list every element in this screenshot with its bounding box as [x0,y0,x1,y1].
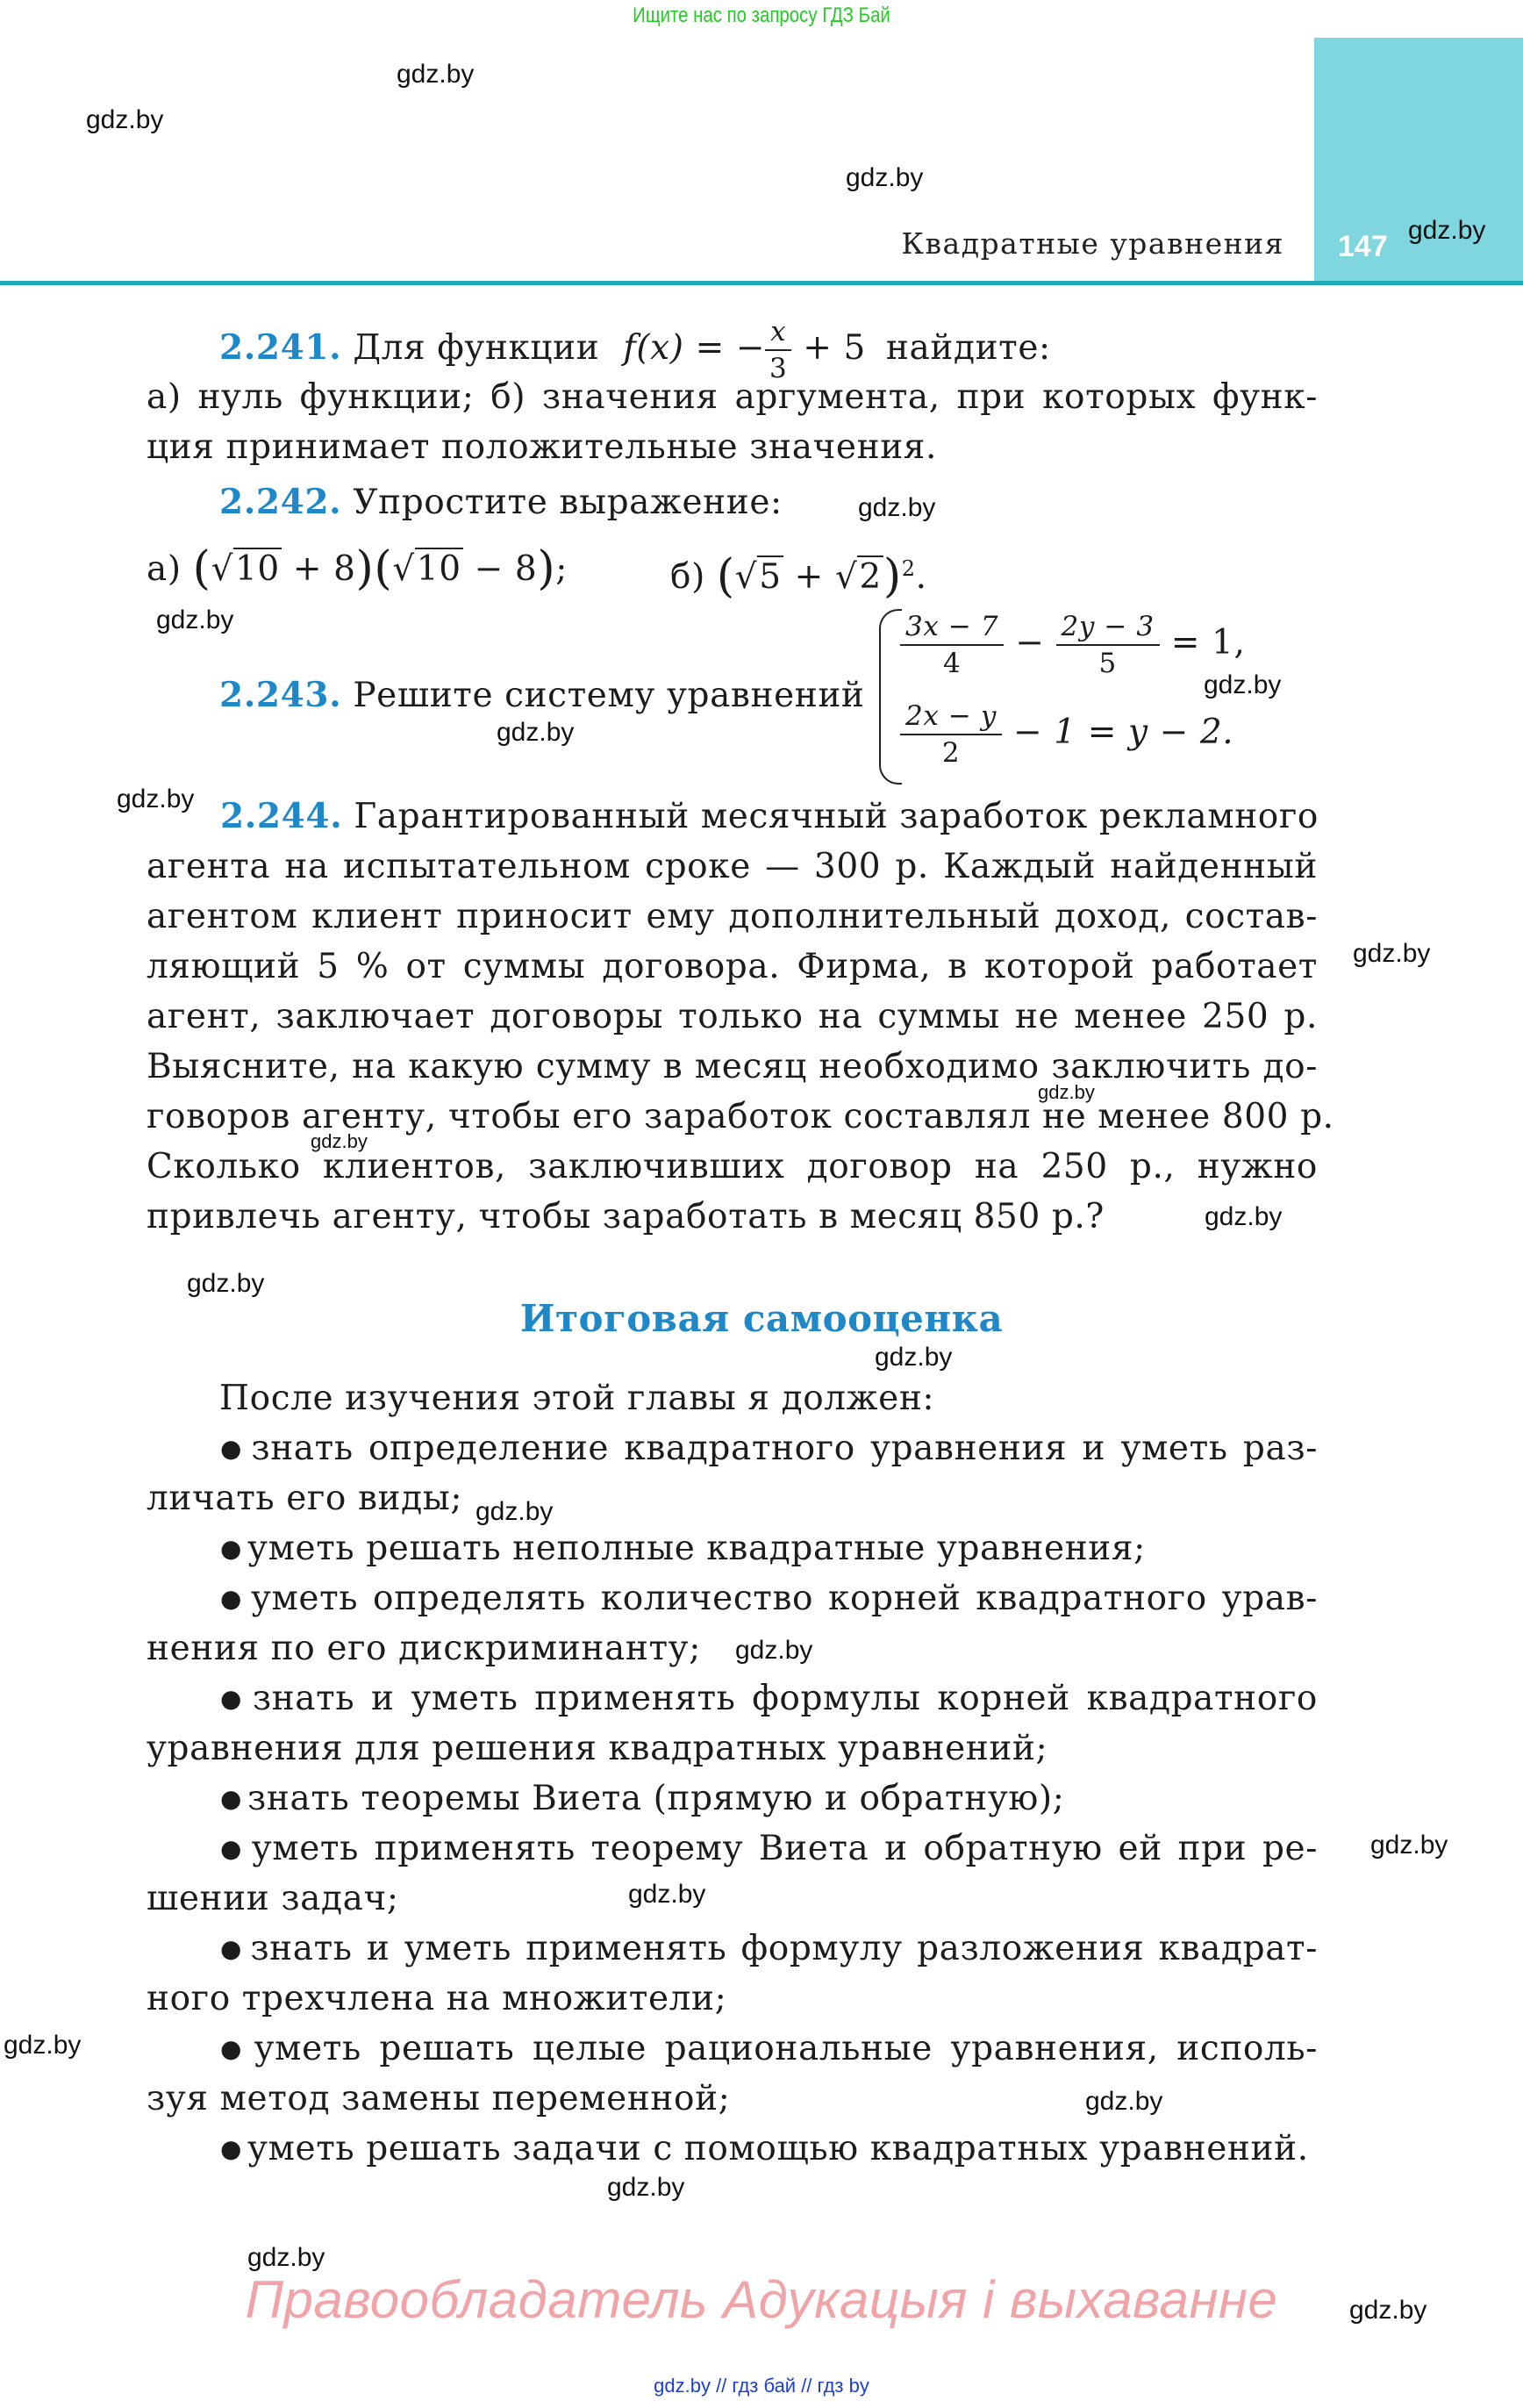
item-text: нения по его дискриминанту; [147,1629,701,1668]
page-number: 147 [1338,230,1388,263]
equation-rhs: = 1, [1170,623,1246,663]
watermark: gdz.by [156,606,234,634]
problem-2-244 [147,792,1334,1242]
list-item [147,1774,1318,1824]
problem-number: 2.241. [219,327,342,368]
watermark: gdz.by [607,2173,685,2202]
watermark: gdz.by [846,163,924,192]
problem-text: Для функции [353,328,600,368]
numerator: x [765,314,791,351]
watermark: gdz.by [1038,1081,1095,1103]
watermark: gdz.by [1205,1202,1283,1231]
punct: ; [555,549,568,589]
watermark: gdz.by [1349,2296,1427,2325]
system-equation-2 [900,699,1233,770]
line-text: привлечь агенту, чтобы заработать в месяц 850 р.? [147,1197,1105,1236]
item-text: ● знать и уметь применять формулу разложения квадрат- [220,1924,1318,1974]
radicand: 2 [859,557,882,597]
section-title: Итоговая самооценка [519,1297,1004,1340]
problem-text: Упростите выражение: [353,483,783,522]
watermark: gdz.by [117,785,195,813]
problem-number: 2.243. [219,675,342,715]
watermark: gdz.by [86,105,164,134]
item-text: ● знать определение квадратного уравнения и уметь раз- [220,1423,1318,1473]
line-text: агент, заключает договоры только на суммы не менее 250 р. [147,997,1318,1036]
expr-term: − 8 [474,549,538,589]
watermark: gdz.by [1085,2087,1163,2116]
watermark: gdz.by [735,1636,813,1665]
denominator: 3 [769,353,788,384]
numerator: 2y − 3 [1056,609,1160,646]
list-item [147,2024,1318,2074]
list-item [147,1824,1318,1874]
item-text: ● уметь решать целые рациональные уравнения, исполь- [220,2024,1318,2074]
problem-2-241-line3: ция принимает положительные значения. [147,427,937,467]
paragraph-line [147,992,1318,1042]
problem-number: 2.242. [219,482,342,522]
numerator: 2x − y [900,699,1002,735]
item-text: зуя метод замены переменной; [147,2079,731,2118]
paren: )( [355,542,393,595]
item-text: личать его виды; [147,1479,463,1518]
problem-2-241-line2 [147,372,1318,422]
denominator: 2 [941,737,961,769]
paren: ) [537,542,556,595]
list-item-continuation [147,1974,1318,2024]
problem-2-243 [219,670,865,720]
item-text: уравнения для решения квадратных уравнений; [147,1729,1048,1768]
item-text: ● знать теоремы Виета (прямую и обратную); [220,1779,1064,1818]
list-item-continuation [147,1724,1318,1774]
system-equation-1 [900,609,1245,681]
watermark: gdz.by [187,1269,265,1298]
problem-2-242 [219,477,783,527]
paragraph-line [147,1042,1318,1092]
punct: . [915,557,927,597]
formula-lhs: f(x) = − [623,328,766,368]
operator: + [794,557,824,597]
paren: ( [192,542,211,595]
watermark: gdz.by [475,1497,554,1526]
watermark: gdz.by [1408,216,1486,245]
list-item [147,1573,1318,1623]
item-text: ● уметь решать неполные квадратные уравнения; [220,1529,1146,1568]
fraction [1056,609,1160,681]
item-text: ● уметь определять количество корней квадратного урав- [220,1573,1318,1623]
paragraph-line [147,792,1318,842]
paragraph-line [147,1192,1318,1242]
watermark: gdz.by [1204,670,1282,699]
line-text: ляющий 5 % от суммы договора. Фирма, в которой работает [147,947,1318,986]
problem-number: 2.244. [220,796,343,836]
problem-2-242-part-b: б) $(√5 + √2)^2$. [670,550,927,603]
list-item-continuation [147,1623,1318,1673]
watermark: gdz.by [858,493,936,522]
list-item [147,1924,1318,1974]
line-text: агентом клиент приносит ему дополнительный доход, состав- [147,897,1318,936]
list-item [147,1673,1318,1724]
paren: ) [883,550,902,603]
watermark: gdz.by [247,2243,325,2272]
list-item-continuation [147,2074,1318,2124]
paragraph-line [147,1092,1334,1142]
part-label: а) [147,549,182,589]
line-text: Гарантированный месячный заработок рекламного [354,797,1319,836]
radicand: 5 [759,557,782,597]
watermark: gdz.by [397,60,475,89]
search-banner-link[interactable]: Ищите нас по запросу ГДЗ Бай [633,4,890,27]
numerator: 3x − 7 [900,609,1004,646]
self-assessment-list [147,1423,1318,2174]
system-brace [879,609,902,785]
line-text: Сколько клиентов, заключивших договор на 250 р., нужно [147,1147,1318,1186]
list-item-continuation [147,1473,1318,1523]
watermark: gdz.by [497,718,575,747]
formula-rhs: + 5 [803,328,866,368]
problem-2-242-part-a: а) (√10 + 8)(√10 − 8); [147,542,568,595]
watermark: gdz.by [4,2031,82,2060]
line-text: агента на испытательном сроке — 300 р. Каждый найденный [147,847,1318,886]
item-text: ● знать и уметь применять формулы корней квадратного [220,1673,1318,1724]
list-item [147,2124,1318,2174]
copyright-notice: Правообладатель Адукацыя і выхаванне [245,2270,1278,2329]
problem-text: найдите: [885,328,1051,368]
paragraph-line [147,1142,1318,1192]
watermark: gdz.by [1370,1831,1448,1860]
radicand: 10 [235,549,280,589]
item-text: шении задач; [147,1879,399,1918]
header-divider [0,281,1523,285]
problem-text: Решите систему уравнений [353,676,865,715]
fraction [900,699,1002,770]
paren: ( [716,550,735,603]
paragraph-line [147,842,1318,892]
watermark: gdz.by [311,1130,368,1152]
fraction [900,609,1004,681]
operator: − [1015,623,1045,663]
line-text: Выясните, на какую сумму в месяц необходимо заключить до- [147,1047,1318,1086]
watermark: gdz.by [875,1343,953,1372]
watermark: gdz.by [1353,939,1431,968]
denominator: 5 [1098,648,1117,679]
line-text: говоров агенту, чтобы его заработок составлял не менее 800 р. [147,1097,1334,1136]
radicand: 10 [416,549,461,589]
list-item [147,1523,1318,1573]
running-title: Квадратные уравнения [901,226,1284,261]
problem-text: а) нуль функции; б) значения аргумента, при которых функ- [147,377,1318,417]
list-item [147,1423,1318,1473]
footer-links[interactable]: gdz.by // гдз бай // гдз by [654,2375,869,2397]
exponent: 2 [901,556,916,581]
paragraph-line [147,942,1318,992]
paragraph-line [147,892,1318,942]
item-text: ● уметь решать задачи с помощью квадратных уравнений. [220,2129,1309,2168]
expr-term: + 8 [292,549,356,589]
item-text: ного трехчлена на множители; [147,1979,727,2018]
section-intro: После изучения этой главы я должен: [219,1379,935,1418]
part-label: б) [670,557,705,597]
equation-rhs: − 1 = y − 2. [1013,713,1234,752]
item-text: ● уметь применять теорему Виета и обратную ей при ре- [220,1824,1318,1874]
list-item-continuation [147,1874,1318,1924]
watermark: gdz.by [628,1880,706,1909]
denominator: 4 [942,648,962,679]
